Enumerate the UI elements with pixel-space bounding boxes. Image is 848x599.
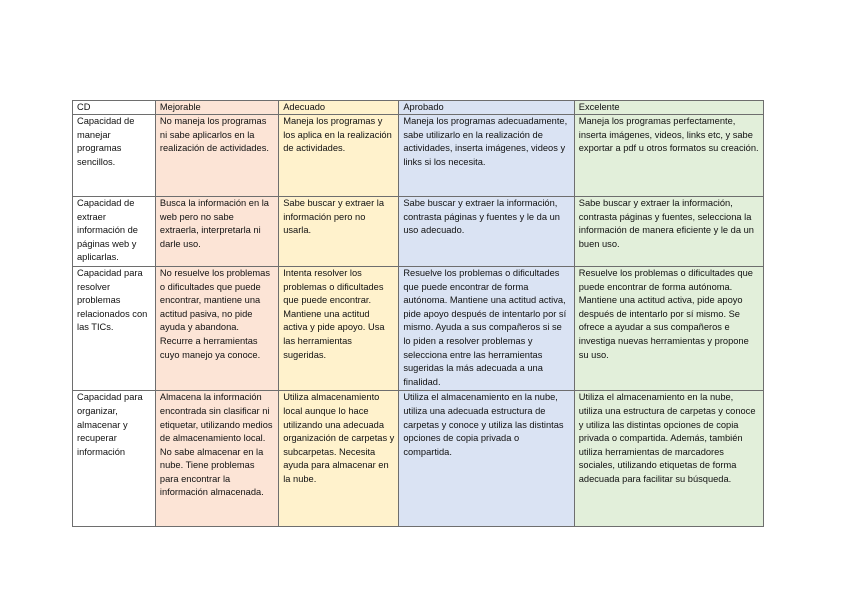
header-aprobado: Aprobado: [399, 101, 574, 115]
header-adecuado: Adecuado: [279, 101, 399, 115]
criterion-cell: Capacidad para organizar, almacenar y recuperar información: [73, 391, 156, 527]
aprobado-cell: Resuelve los problemas o dificultades que puede encontrar de forma autónoma. Mantiene una actitud activa, pide apoyo después de intentarlo por sí mismo. Ayuda a sus compañeros si se lo piden a resolver problemas y selecciona entre las herramientas sugeridas la más adecuada a una finalidad.: [399, 266, 574, 390]
criterion-cell: Capacidad de extraer información de páginas web y aplicarlas.: [73, 197, 156, 267]
excelente-cell: Maneja los programas perfectamente, inserta imágenes, videos, links etc, y sabe exportar a pdf u otros formatos su creación.: [574, 115, 763, 197]
excelente-cell: Sabe buscar y extraer la información, contrasta páginas y fuentes, selecciona la información de manera eficiente y le da un buen uso.: [574, 197, 763, 267]
table-row: [73, 115, 764, 197]
adecuado-cell: Sabe buscar y extraer la información pero no usarla.: [279, 197, 399, 267]
mejorable-cell: Busca la información en la web pero no sabe extraerla, interpretarla ni darle uso.: [155, 197, 278, 267]
table-row: [73, 391, 764, 527]
mejorable-cell: Almacena la información encontrada sin clasificar ni etiquetar, utilizando medios de almacenamiento local. No sabe almacenar en la nube. Tiene problemas para encontrar la información almacenada.: [155, 391, 278, 527]
criterion-cell: Capacidad para resolver problemas relacionados con las TICs.: [73, 266, 156, 390]
header-excelente: Excelente: [574, 101, 763, 115]
adecuado-cell: Intenta resolver los problemas o dificultades que puede encontrar. Mantiene una actitud activa y pide apoyo. Usa las herramientas sugeridas.: [279, 266, 399, 390]
excelente-cell: Resuelve los problemas o dificultades que puede encontrar de forma autónoma. Mantiene una actitud activa, pide apoyo después de intentarlo por sí mismo. Se ofrece a ayudar a sus compañeros e investiga nuevas herramientas y propone su uso.: [574, 266, 763, 390]
table-header-row: [73, 101, 764, 115]
header-mejorable: Mejorable: [155, 101, 278, 115]
adecuado-cell: Utiliza almacenamiento local aunque lo hace utilizando una adecuada organización de carpetas y subcarpetas. Necesita ayuda para almacenar en la nube.: [279, 391, 399, 527]
excelente-cell: Utiliza el almacenamiento en la nube, utiliza una estructura de carpetas y conoce y utiliza las distintas opciones de copia privada o compartida. Además, también utiliza herramientas de marcadores sociales, utilizando etiquetas de forma adecuada para facilitar su búsqueda.: [574, 391, 763, 527]
aprobado-cell: Sabe buscar y extraer la información, contrasta páginas y fuentes y le da un uso adecuado.: [399, 197, 574, 267]
criterion-cell: Capacidad de manejar programas sencillos.: [73, 115, 156, 197]
header-cd: CD: [73, 101, 156, 115]
table-row: [73, 197, 764, 267]
mejorable-cell: No maneja los programas ni sabe aplicarlos en la realización de actividades.: [155, 115, 278, 197]
aprobado-cell: Maneja los programas adecuadamente, sabe utilizarlo en la realización de actividades, inserta imágenes, videos y links si los necesita.: [399, 115, 574, 197]
table-row: [73, 266, 764, 390]
adecuado-cell: Maneja los programas y los aplica en la realización de actividades.: [279, 115, 399, 197]
aprobado-cell: Utiliza el almacenamiento en la nube, utiliza una adecuada estructura de carpetas y conoce y utiliza las distintas opciones de copia privada o compartida.: [399, 391, 574, 527]
mejorable-cell: No resuelve los problemas o dificultades que puede encontrar, mantiene una actitud pasiva, no pide ayuda y abandona. Recurre a herramientas cuyo manejo ya conoce.: [155, 266, 278, 390]
rubric-table: [72, 100, 764, 527]
